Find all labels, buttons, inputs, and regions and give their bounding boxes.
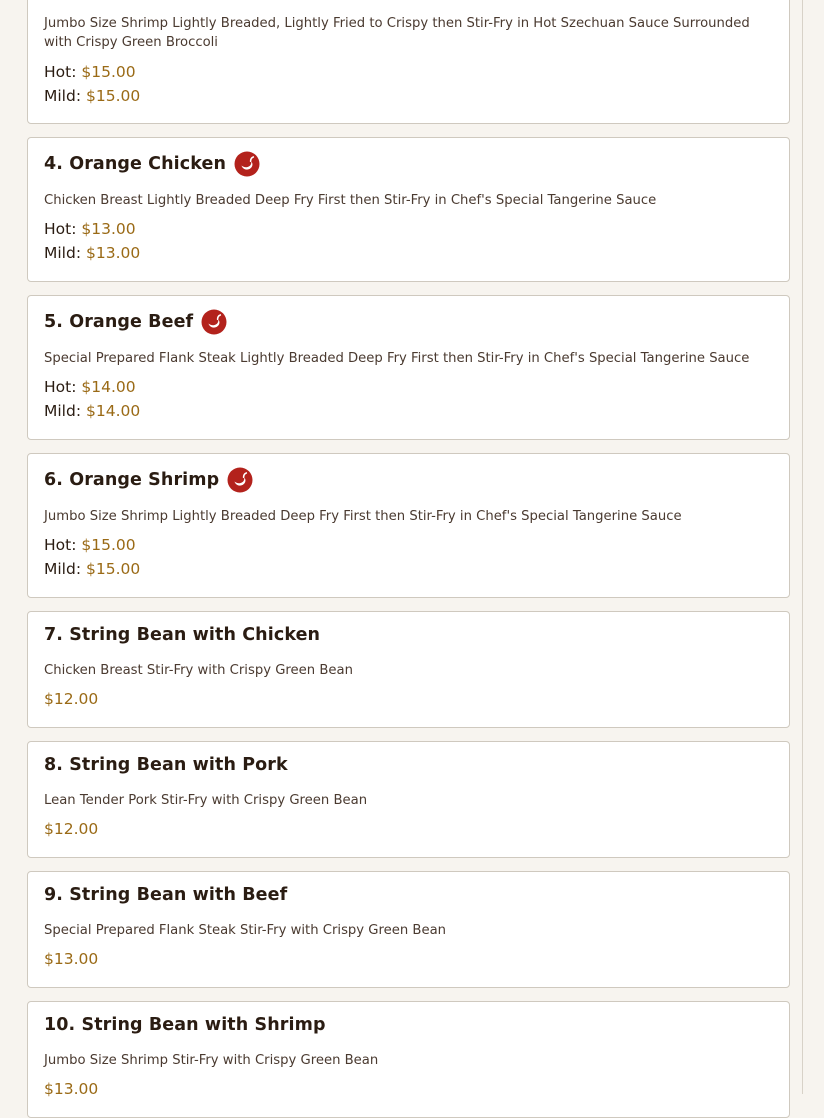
menu-item-title-row [44, 1015, 326, 1035]
menu-item-description: Chicken Breast Lightly Breaded Deep Fry First then Stir-Fry in Chef's Special Tangerine Sauce [44, 193, 657, 208]
price-value: $15.00 [81, 63, 136, 81]
price-option-hot [44, 220, 136, 238]
menu-item-title: 6. Orange Shrimp [44, 470, 220, 490]
price-label: Hot: [44, 220, 77, 238]
price-value: $15.00 [86, 560, 141, 578]
price-label: Mild: [44, 244, 82, 262]
menu-item-title-row [44, 625, 320, 645]
menu-item-description: Jumbo Size Shrimp Lightly Breaded, Lightly Fried to Crispy then Stir-Fry in Hot Szechuan Sauce Surrounded with Crispy Green Broccoli [44, 16, 750, 50]
price-value: $14.00 [81, 378, 136, 396]
price-value: $14.00 [86, 402, 141, 420]
price-option-hot [44, 63, 136, 81]
price-value: $12.00 [44, 690, 99, 708]
menu-item-title: 10. String Bean with Shrimp [44, 1015, 326, 1035]
price-option-hot [44, 378, 136, 396]
menu-item-price [44, 950, 98, 968]
menu-item-description: Jumbo Size Shrimp Lightly Breaded Deep Fry First then Stir-Fry in Chef's Special Tangerine Sauce [44, 509, 682, 524]
menu-item-description: Jumbo Size Shrimp Stir-Fry with Crispy Green Bean [44, 1053, 379, 1068]
menu-item-description: Special Prepared Flank Steak Lightly Breaded Deep Fry First then Stir-Fry in Chef's Special Tangerine Sauce [44, 351, 750, 366]
menu-item-title-row [44, 885, 287, 905]
price-label: Hot: [44, 536, 77, 554]
menu-item-title: 8. String Bean with Pork [44, 755, 288, 775]
menu-item-title: 4. Orange Chicken [44, 154, 227, 174]
price-value: $13.00 [44, 950, 99, 968]
price-option-mild [44, 244, 140, 262]
price-value: $13.00 [44, 1080, 99, 1098]
chili-pepper-icon [227, 467, 253, 493]
price-label: Mild: [44, 560, 82, 578]
menu-item-title: 5. Orange Beef [44, 312, 194, 332]
menu-item-description: Special Prepared Flank Steak Stir-Fry with Crispy Green Bean [44, 923, 447, 938]
menu-item-price [44, 1080, 98, 1098]
price-option-mild [44, 402, 140, 420]
menu-item-card[interactable] [27, 871, 790, 988]
price-value: $13.00 [86, 244, 141, 262]
menu-item-card[interactable] [27, 611, 790, 728]
menu-item-price [44, 820, 98, 838]
chili-pepper-icon [201, 309, 227, 335]
menu-item-card[interactable] [27, 741, 790, 858]
price-value: $12.00 [44, 820, 99, 838]
chili-pepper-icon [234, 151, 260, 177]
price-option-mild [44, 87, 140, 105]
price-option-mild [44, 560, 140, 578]
menu-item-title-row [44, 309, 227, 335]
menu-item-card[interactable] [27, 453, 790, 598]
menu-item-title-row [44, 755, 288, 775]
price-label: Hot: [44, 63, 77, 81]
menu-item-title: 9. String Bean with Beef [44, 885, 288, 905]
price-value: $13.00 [81, 220, 136, 238]
menu-item-price [44, 690, 98, 708]
menu-item-description: Lean Tender Pork Stir-Fry with Crispy Green Bean [44, 793, 368, 808]
price-label: Hot: [44, 378, 77, 396]
page-edge-divider [802, 0, 803, 1094]
price-label: Mild: [44, 402, 82, 420]
menu-item-card[interactable] [27, 295, 790, 440]
menu-item-title-row [44, 467, 253, 493]
menu-item-card[interactable] [27, 0, 790, 124]
menu-item-card[interactable] [27, 1001, 790, 1118]
price-value: $15.00 [81, 536, 136, 554]
menu-item-description: Chicken Breast Stir-Fry with Crispy Green Bean [44, 663, 353, 678]
price-option-hot [44, 536, 136, 554]
price-label: Mild: [44, 87, 82, 105]
menu-item-title-row [44, 151, 260, 177]
menu-item-title: 7. String Bean with Chicken [44, 625, 321, 645]
menu-item-card[interactable] [27, 137, 790, 282]
price-value: $15.00 [86, 87, 141, 105]
